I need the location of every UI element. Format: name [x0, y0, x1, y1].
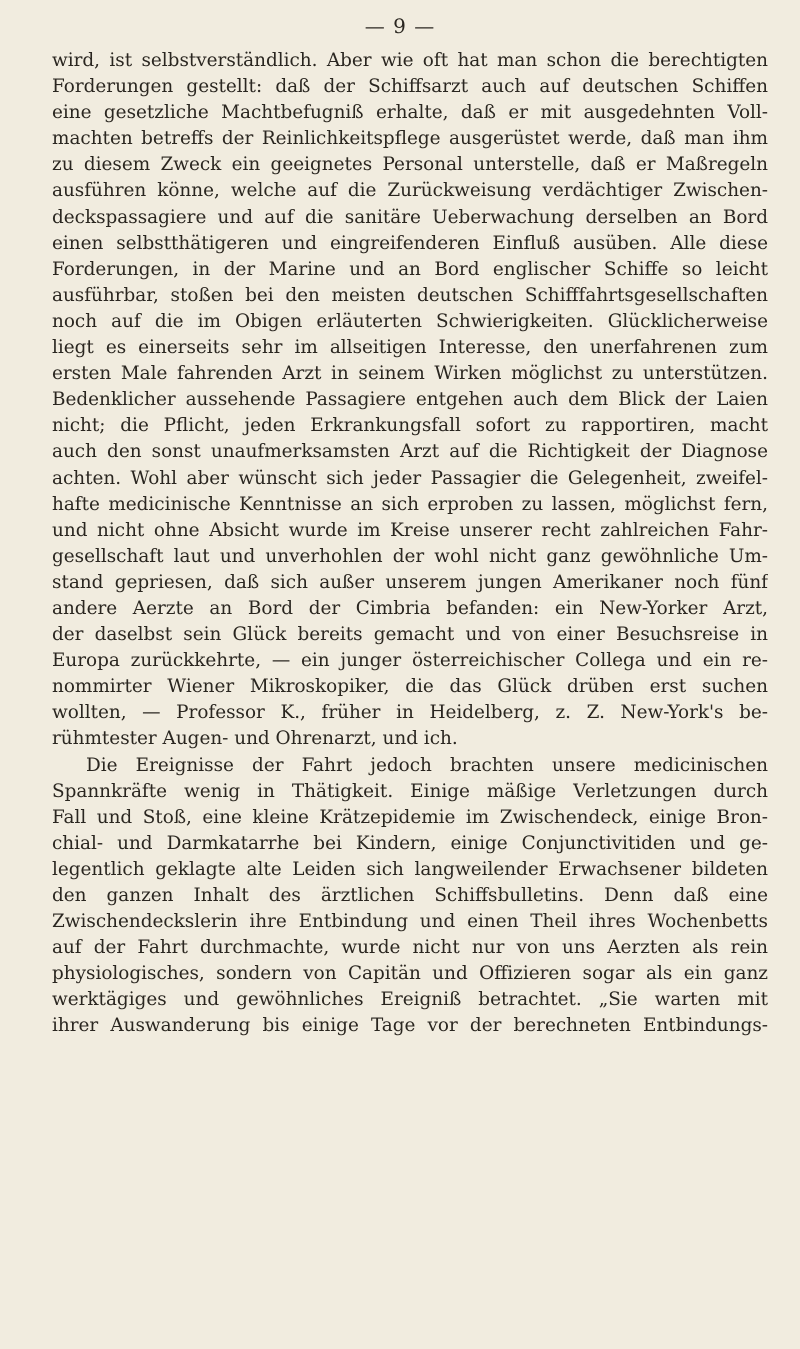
text-line: machten betreffs der Reinlichkeitspflege ausgerüstet werde, daß man ihm	[52, 128, 768, 150]
text-line: wird, ist selbstverständlich. Aber wie oft hat man schon die berechtigten	[52, 50, 768, 71]
text-line: Bedenklicher aussehende Passagiere entgehen auch dem Blick der Laien	[52, 389, 768, 411]
text-line: eine gesetzliche Machtbefugniß erhalte, daß er mit ausgedehnten Voll-	[52, 102, 768, 124]
text-line: legentlich geklagte alte Leiden sich langweilender Erwachsener bildeten	[52, 858, 768, 880]
text-line: Forderungen, in der Marine und an Bord englischer Schiffe so leicht	[52, 258, 768, 280]
text-line: liegt es einerseits sehr im allseitigen Interesse, den unerfahrenen zum	[52, 337, 768, 359]
text-line: achten. Wohl aber wünscht sich jeder Passagier die Gelegenheit, zweifel-	[52, 467, 768, 489]
text-line: Zwischendeckslerin ihre Entbindung und einen Theil ihres Wochenbetts	[52, 911, 768, 933]
page-number: — 9 —	[364, 14, 436, 38]
text-line: den ganzen Inhalt des ärztlichen Schiffsbulletins. Denn daß eine	[52, 885, 768, 906]
text-line: auf der Fahrt durchmachte, wurde nicht nur von uns Aerzten als rein	[52, 937, 768, 959]
text-line: Forderungen gestellt: daß der Schiffsarzt auch auf deutschen Schiffen	[52, 76, 768, 98]
text-line: werktägiges und gewöhnliches Ereigniß betrachtet. „Sie warten mit	[52, 989, 768, 1011]
text-line: deckspassagiere und auf die sanitäre Ueberwachung derselben an Bord	[52, 206, 768, 228]
text-line: noch auf die im Obigen erläuterten Schwierigkeiten. Glücklicherweise	[52, 310, 768, 332]
text-line: rühmtester Augen- und Ohrenarzt, und ich.	[52, 728, 458, 750]
body-text	[52, 48, 768, 1040]
text-line: und nicht ohne Absicht wurde im Kreise unserer recht zahlreichen Fahr-	[52, 519, 768, 541]
text-line: hafte medicinische Kenntnisse an sich erproben zu lassen, möglichst fern,	[52, 493, 768, 515]
text-line: wollten, — Professor K., früher in Heidelberg, z. Z. New-York's be-	[52, 702, 768, 724]
text-line: nommirter Wiener Mikroskopiker, die das Glück drüben erst suchen	[52, 676, 768, 698]
text-line: Europa zurückkehrte, — ein junger österreichischer Collega und ein re-	[52, 650, 768, 672]
text-line: zu diesem Zweck ein geeignetes Personal unterstelle, daß er Maßregeln	[52, 154, 768, 176]
text-line: ersten Male fahrenden Arzt in seinem Wirken möglichst zu unterstützen.	[52, 363, 768, 385]
text-line: gesellschaft laut und unverhohlen der wohl nicht ganz gewöhnliche Um-	[52, 545, 768, 567]
text-line: stand gepriesen, daß sich außer unserem jungen Amerikaner noch fünf	[52, 571, 768, 593]
text-line: Die Ereignisse der Fahrt jedoch brachten unsere medicinischen	[86, 754, 768, 776]
paragraph	[52, 753, 768, 1040]
text-line: nicht; die Pflicht, jeden Erkrankungsfall sofort zu rapportiren, macht	[52, 415, 768, 437]
paragraph	[52, 48, 768, 753]
text-line: chial- und Darmkatarrhe bei Kindern, einige Conjunctivitiden und ge-	[52, 832, 768, 854]
text-line: einen selbstthätigeren und eingreifenderen Einfluß ausüben. Alle diese	[52, 232, 768, 254]
text-line: andere Aerzte an Bord der Cimbria befanden: ein New-Yorker Arzt,	[52, 597, 768, 619]
text-line: der daselbst sein Glück bereits gemacht und von einer Besuchsreise in	[52, 624, 768, 646]
text-line: physiologisches, sondern von Capitän und Offizieren sogar als ein ganz	[52, 963, 768, 985]
text-line: Fall und Stoß, eine kleine Krätzepidemie im Zwischendeck, einige Bron-	[52, 806, 768, 828]
text-line: ausführbar, stoßen bei den meisten deutschen Schifffahrtsgesellschaften	[52, 284, 768, 306]
text-line: Spannkräfte wenig in Thätigkeit. Einige mäßige Verletzungen durch	[52, 780, 768, 802]
text-line: ihrer Auswanderung bis einige Tage vor der berechneten Entbindungs-	[52, 1015, 768, 1037]
text-line: auch den sonst unaufmerksamsten Arzt auf die Richtigkeit der Diagnose	[52, 441, 768, 463]
text-line: ausführen könne, welche auf die Zurückweisung verdächtiger Zwischen-	[52, 180, 768, 202]
